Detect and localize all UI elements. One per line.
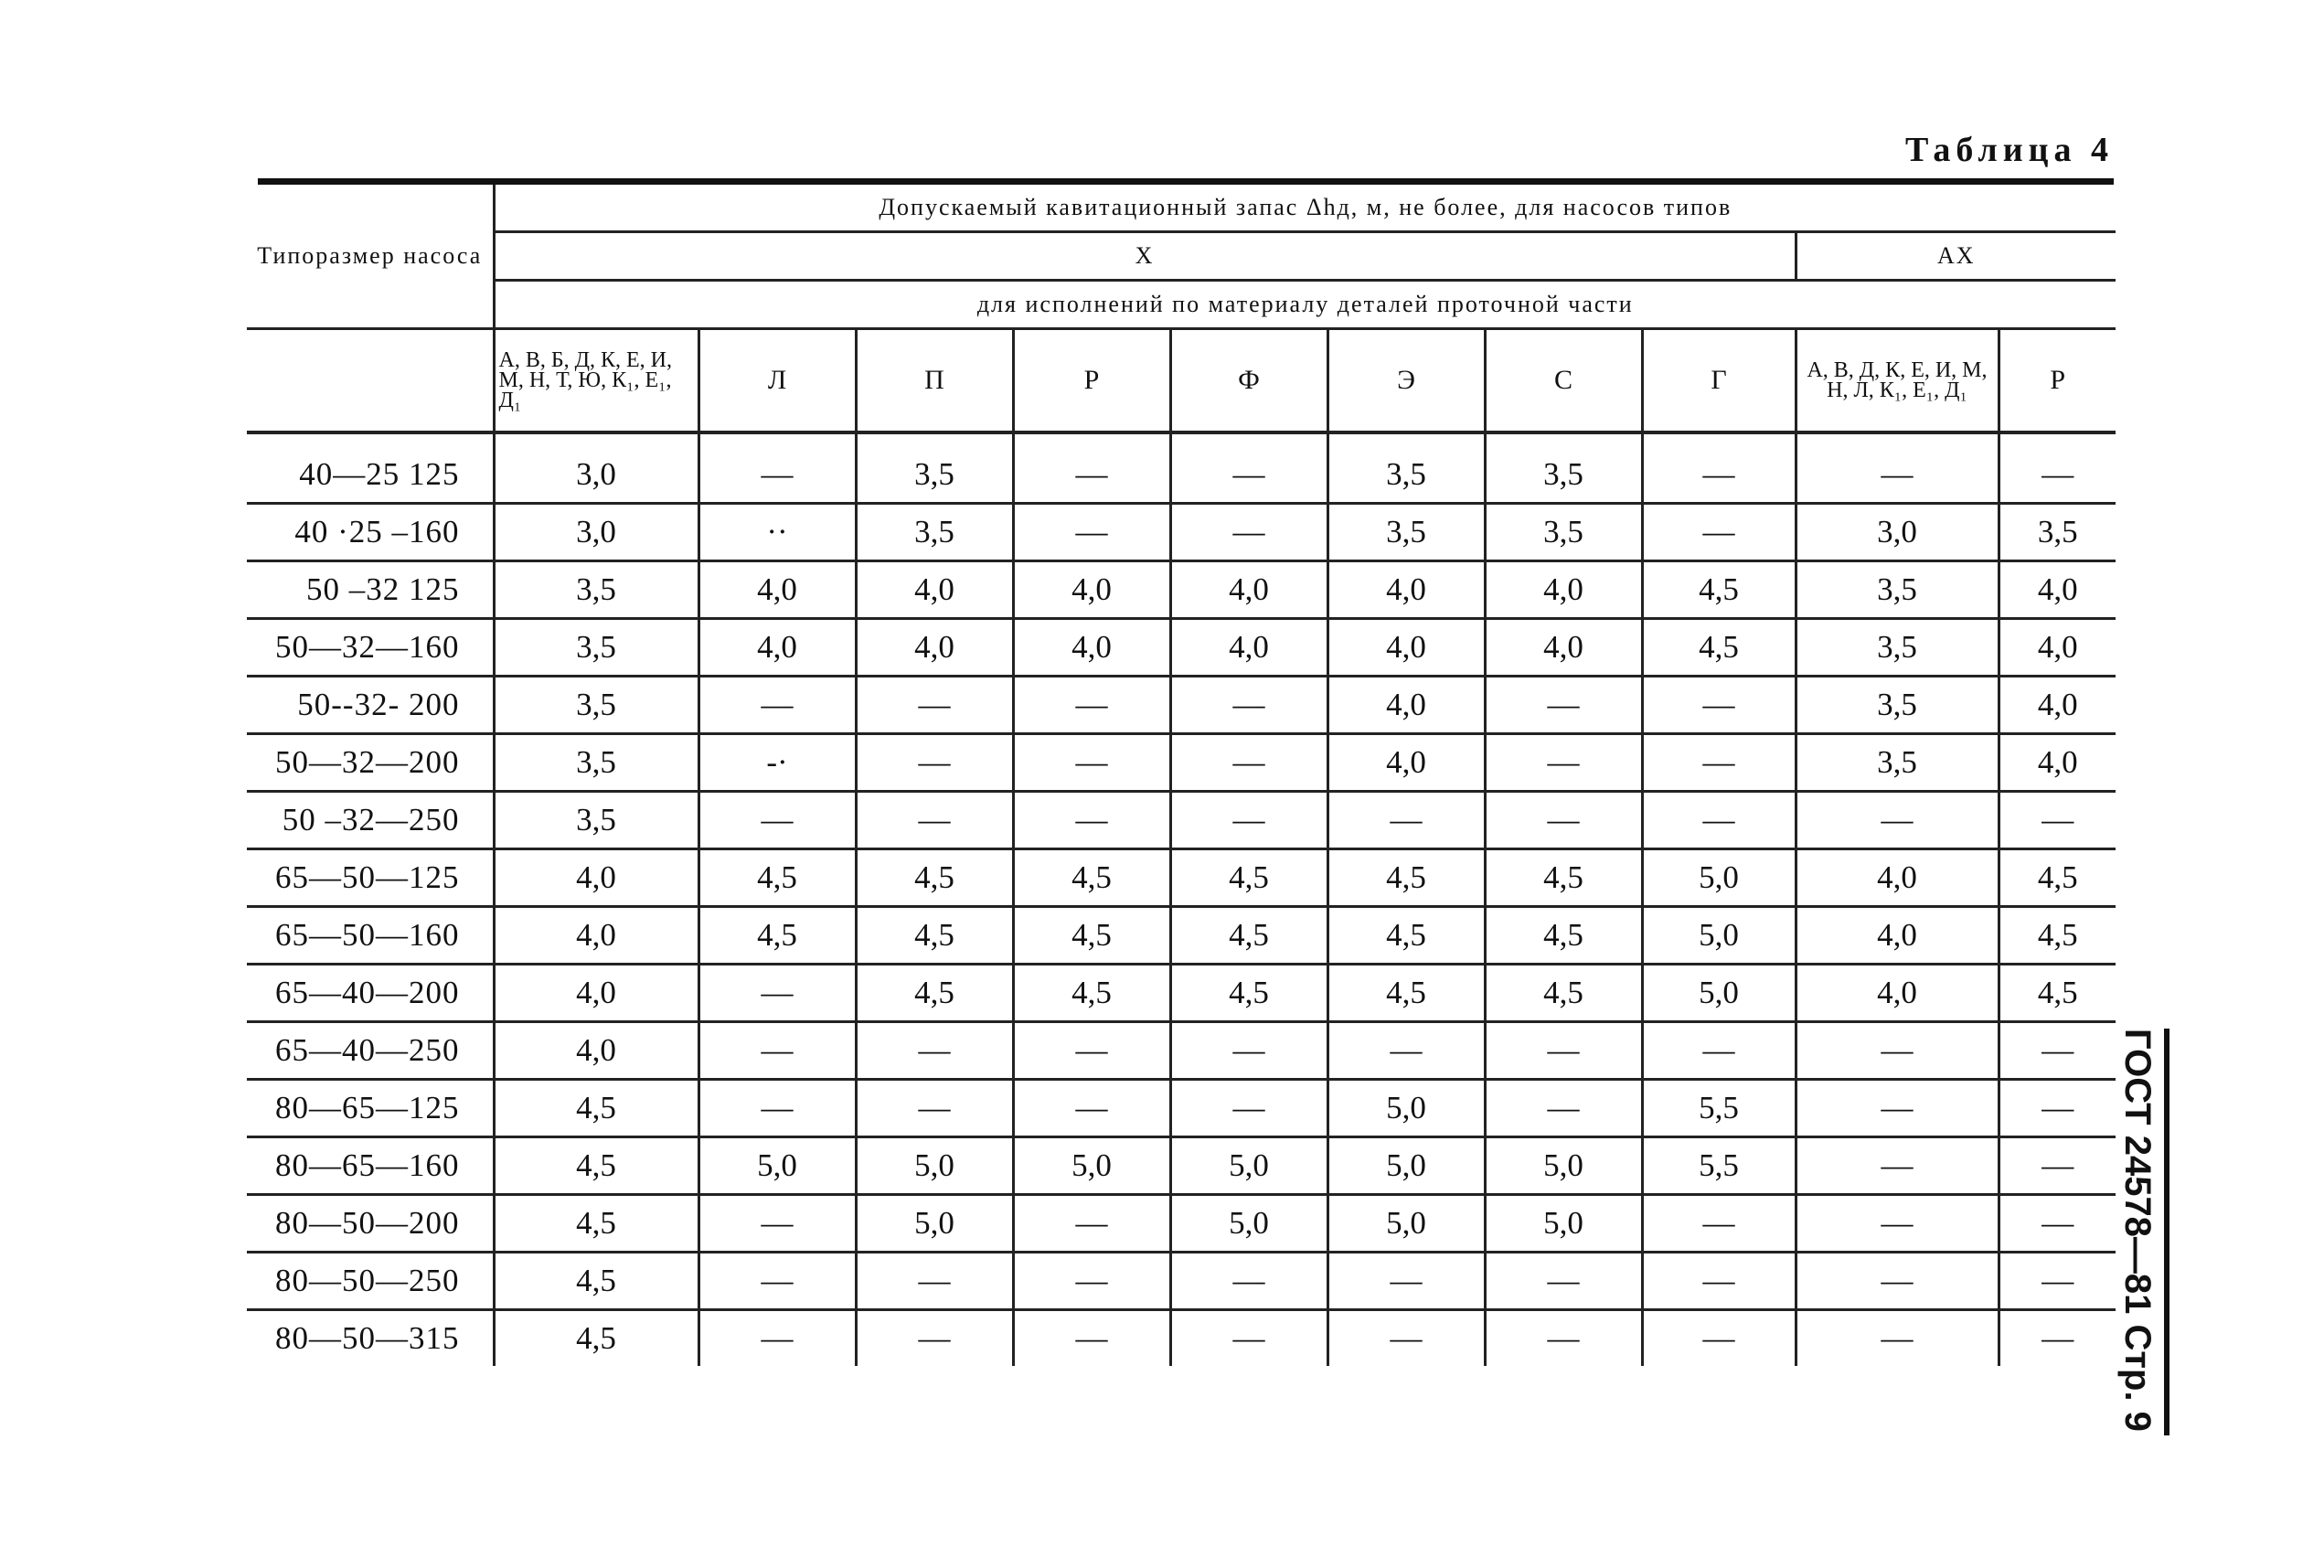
value-cell: — xyxy=(1485,734,1642,792)
value-cell: — xyxy=(1642,1195,1796,1253)
value-cell: 3,5 xyxy=(1485,504,1642,561)
pump-size-cell: 80—65—160 xyxy=(247,1137,494,1195)
value-cell: 3,5 xyxy=(494,792,698,849)
value-cell: 3,0 xyxy=(1796,504,1999,561)
value-cell: — xyxy=(1170,504,1327,561)
column-header: Э xyxy=(1327,329,1485,433)
table-row xyxy=(247,619,2116,677)
value-cell: 4,5 xyxy=(494,1195,698,1253)
value-cell: 4,0 xyxy=(1013,619,1170,677)
value-cell: 4,0 xyxy=(494,1022,698,1080)
pump-size-cell: 80—50—250 xyxy=(247,1253,494,1310)
value-cell: — xyxy=(1013,504,1170,561)
value-cell: 3,5 xyxy=(494,734,698,792)
span-title: Допускаемый кавитационный запас Δhд, м, не более, для насосов типов xyxy=(879,194,1732,220)
value-cell: 4,0 xyxy=(494,907,698,965)
value-cell: 4,0 xyxy=(1170,619,1327,677)
value-cell: 3,5 xyxy=(1485,447,1642,504)
value-cell: — xyxy=(1170,734,1327,792)
value-cell: — xyxy=(856,1310,1013,1367)
value-cell: — xyxy=(1642,677,1796,734)
value-cell: — xyxy=(1796,1080,1999,1137)
value-cell: 3,5 xyxy=(856,504,1013,561)
value-cell: — xyxy=(856,1080,1013,1137)
value-cell: — xyxy=(1642,1022,1796,1080)
value-cell: 3,5 xyxy=(1796,619,1999,677)
value-cell: — xyxy=(1013,1080,1170,1137)
value-cell: — xyxy=(698,677,856,734)
value-cell: 4,0 xyxy=(1999,677,2116,734)
value-cell: — xyxy=(1327,1310,1485,1367)
value-cell: — xyxy=(1013,1022,1170,1080)
value-cell: 4,0 xyxy=(1327,734,1485,792)
value-cell: 5,0 xyxy=(856,1137,1013,1195)
value-cell: 4,5 xyxy=(1999,907,2116,965)
value-cell: 5,0 xyxy=(1642,907,1796,965)
column-header: Ф xyxy=(1170,329,1327,433)
value-cell: 3,5 xyxy=(1796,734,1999,792)
table-row xyxy=(247,792,2116,849)
value-cell: 4,0 xyxy=(1485,619,1642,677)
value-cell: — xyxy=(1642,1310,1796,1367)
value-cell: 4,0 xyxy=(698,561,856,619)
value-cell: — xyxy=(1999,447,2116,504)
value-cell: 4,5 xyxy=(698,849,856,907)
value-cell: 4,0 xyxy=(1999,619,2116,677)
value-cell: 5,0 xyxy=(856,1195,1013,1253)
value-cell: 3,5 xyxy=(1796,677,1999,734)
value-cell: 4,0 xyxy=(494,849,698,907)
value-cell: — xyxy=(1796,1253,1999,1310)
value-cell: 3,5 xyxy=(494,561,698,619)
pump-size-cell: 40—25 125 xyxy=(247,447,494,504)
value-cell: 4,5 xyxy=(1485,907,1642,965)
value-cell: 4,5 xyxy=(494,1253,698,1310)
pump-size-cell: 80—65—125 xyxy=(247,1080,494,1137)
value-cell: 4,5 xyxy=(856,907,1013,965)
value-cell: — xyxy=(856,734,1013,792)
value-cell: — xyxy=(698,1195,856,1253)
value-cell: — xyxy=(1642,792,1796,849)
value-cell: — xyxy=(1999,792,2116,849)
value-cell: — xyxy=(1485,677,1642,734)
value-cell: — xyxy=(1796,1195,1999,1253)
value-cell: — xyxy=(1642,504,1796,561)
value-cell: 4,0 xyxy=(1485,561,1642,619)
value-cell: — xyxy=(1170,1022,1327,1080)
value-cell: 5,0 xyxy=(1170,1195,1327,1253)
value-cell: 5,0 xyxy=(1170,1137,1327,1195)
value-cell: — xyxy=(698,1022,856,1080)
value-cell: — xyxy=(1642,1253,1796,1310)
value-cell: — xyxy=(1796,447,1999,504)
stub-header-blank xyxy=(247,329,494,433)
value-cell: — xyxy=(1170,1080,1327,1137)
value-cell: — xyxy=(1796,1022,1999,1080)
column-header: Л xyxy=(698,329,856,433)
value-cell: 4,0 xyxy=(1796,965,1999,1022)
side-rule xyxy=(2164,1029,2169,1435)
value-cell: 4,0 xyxy=(494,965,698,1022)
value-cell: 4,5 xyxy=(1999,849,2116,907)
value-cell: — xyxy=(698,1310,856,1367)
pump-size-cell: 50 –32 125 xyxy=(247,561,494,619)
value-cell: — xyxy=(1485,1022,1642,1080)
value-cell: — xyxy=(698,965,856,1022)
value-cell: — xyxy=(1485,792,1642,849)
pump-size-cell: 65—40—200 xyxy=(247,965,494,1022)
value-cell: — xyxy=(1796,792,1999,849)
value-cell: — xyxy=(1642,734,1796,792)
pump-size-cell: 50—32—160 xyxy=(247,619,494,677)
value-cell: 4,0 xyxy=(1327,619,1485,677)
pump-size-cell: 50—32—200 xyxy=(247,734,494,792)
value-cell: 3,5 xyxy=(1327,504,1485,561)
value-cell: 3,0 xyxy=(494,504,698,561)
value-cell: — xyxy=(698,447,856,504)
pump-size-cell: 40 ·25 –160 xyxy=(247,504,494,561)
value-cell: 3,5 xyxy=(856,447,1013,504)
value-cell: 5,0 xyxy=(1485,1137,1642,1195)
value-cell: 5,0 xyxy=(1327,1195,1485,1253)
value-cell: 4,5 xyxy=(856,965,1013,1022)
value-cell: — xyxy=(856,792,1013,849)
value-cell: 4,5 xyxy=(1013,849,1170,907)
table-row xyxy=(247,1195,2116,1253)
value-cell: 4,5 xyxy=(698,907,856,965)
column-header: Р xyxy=(1999,329,2116,433)
value-cell: 3,5 xyxy=(494,619,698,677)
value-cell: — xyxy=(1485,1080,1642,1137)
table-caption: Таблица 4 xyxy=(1904,131,2114,169)
value-cell: — xyxy=(856,677,1013,734)
value-cell: 4,0 xyxy=(856,619,1013,677)
cavitation-table xyxy=(247,185,2116,1366)
stub-header: Типоразмер насоса xyxy=(247,185,494,329)
table-top-rule xyxy=(258,178,2114,185)
value-cell: 4,0 xyxy=(1327,677,1485,734)
value-cell: — xyxy=(1485,1253,1642,1310)
value-cell: — xyxy=(1013,734,1170,792)
value-cell: 4,0 xyxy=(1327,561,1485,619)
page-side-label: ГОСТ 24578—81 Стр. 9 xyxy=(2117,1029,2158,1432)
pump-size-cell: 65—50—160 xyxy=(247,907,494,965)
value-cell: 4,5 xyxy=(1013,907,1170,965)
pump-size-cell: 50--32- 200 xyxy=(247,677,494,734)
value-cell: — xyxy=(1013,677,1170,734)
value-cell: 5,5 xyxy=(1642,1080,1796,1137)
value-cell: 5,5 xyxy=(1642,1137,1796,1195)
value-cell: — xyxy=(1170,792,1327,849)
table-row xyxy=(247,1022,2116,1080)
value-cell: 4,0 xyxy=(1170,561,1327,619)
table-row xyxy=(247,677,2116,734)
table-body xyxy=(247,432,2116,1366)
pump-size-cell: 65—50—125 xyxy=(247,849,494,907)
value-cell: -· xyxy=(698,734,856,792)
value-cell: 4,5 xyxy=(856,849,1013,907)
table-row xyxy=(247,907,2116,965)
value-cell: 4,0 xyxy=(1796,849,1999,907)
pump-size-cell: 80—50—315 xyxy=(247,1310,494,1367)
table-row xyxy=(247,1253,2116,1310)
pump-size-cell: 50 –32—250 xyxy=(247,792,494,849)
value-cell: — xyxy=(1013,1253,1170,1310)
value-cell: 4,5 xyxy=(1170,849,1327,907)
value-cell: 4,5 xyxy=(576,1320,616,1356)
value-cell: ·· xyxy=(698,504,856,561)
materials-title: для исполнений по материалу деталей проточной части xyxy=(494,281,2116,329)
value-cell: 4,0 xyxy=(1999,734,2116,792)
value-cell: — xyxy=(1642,447,1796,504)
value-cell: 4,5 xyxy=(1999,965,2116,1022)
value-cell: 4,5 xyxy=(1642,561,1796,619)
value-cell: — xyxy=(1999,1195,2116,1253)
value-cell: — xyxy=(1170,677,1327,734)
value-cell: 4,5 xyxy=(1327,849,1485,907)
value-cell: — xyxy=(1999,1080,2116,1137)
pump-size-cell: 80—50—200 xyxy=(247,1195,494,1253)
table-row xyxy=(247,447,2116,504)
value-cell: 3,5 xyxy=(1796,561,1999,619)
column-header: А, В, Д, К, Е, И, М, Н, Л, К₁, Е₁, Д₁ xyxy=(1796,329,1999,433)
pump-size-cell: 65—40—250 xyxy=(247,1022,494,1080)
value-cell: 3,5 xyxy=(1999,504,2116,561)
value-cell: 4,0 xyxy=(698,619,856,677)
column-header: П xyxy=(856,329,1013,433)
value-cell: — xyxy=(698,1253,856,1310)
column-header: Г xyxy=(1642,329,1796,433)
value-cell: 5,0 xyxy=(1013,1137,1170,1195)
value-cell: 4,5 xyxy=(1327,965,1485,1022)
value-cell: — xyxy=(1170,447,1327,504)
table-row xyxy=(247,1080,2116,1137)
value-cell: 5,0 xyxy=(1327,1080,1485,1137)
value-cell: — xyxy=(1999,1022,2116,1080)
value-cell: — xyxy=(1013,1195,1170,1253)
value-cell: 4,0 xyxy=(1013,561,1170,619)
value-cell: — xyxy=(1999,1137,2116,1195)
value-cell: 4,5 xyxy=(1170,965,1327,1022)
value-cell: — xyxy=(1013,1310,1170,1367)
value-cell: 4,5 xyxy=(1485,965,1642,1022)
value-cell: 3,5 xyxy=(1327,447,1485,504)
value-cell: — xyxy=(856,1022,1013,1080)
column-header: А, В, Б, Д, К, Е, И, М, Н, Т, Ю, К₁, Е₁, Д₁ xyxy=(494,329,698,433)
value-cell: 4,5 xyxy=(1170,907,1327,965)
table-row xyxy=(247,504,2116,561)
value-cell: — xyxy=(856,1253,1013,1310)
value-cell: 4,0 xyxy=(856,561,1013,619)
value-cell: — xyxy=(1999,1253,2116,1310)
value-cell: — xyxy=(1485,1310,1642,1367)
value-cell: 5,0 xyxy=(1642,965,1796,1022)
table-row xyxy=(247,734,2116,792)
value-cell: 3,0 xyxy=(494,447,698,504)
value-cell: 4,5 xyxy=(494,1080,698,1137)
value-cell: — xyxy=(1327,1022,1485,1080)
value-cell: 5,0 xyxy=(1327,1137,1485,1195)
value-cell: — xyxy=(1170,1253,1327,1310)
value-cell: 4,5 xyxy=(1013,965,1170,1022)
value-cell: 4,0 xyxy=(1999,561,2116,619)
value-cell: — xyxy=(1796,1137,1999,1195)
value-cell: 4,5 xyxy=(494,1137,698,1195)
column-header: Р xyxy=(1013,329,1170,433)
value-cell: — xyxy=(1796,1310,1999,1367)
value-cell: 4,5 xyxy=(1642,619,1796,677)
table-row xyxy=(247,1137,2116,1195)
value-cell: — xyxy=(1327,792,1485,849)
column-header: С xyxy=(1485,329,1642,433)
type-ax-header: АХ xyxy=(1796,232,2116,281)
value-cell: — xyxy=(1013,447,1170,504)
value-cell: — xyxy=(698,1080,856,1137)
value-cell: 5,0 xyxy=(1485,1195,1642,1253)
value-cell: 4,0 xyxy=(1796,907,1999,965)
value-cell: — xyxy=(1999,1310,2116,1367)
value-cell: — xyxy=(698,792,856,849)
type-x-header: Х xyxy=(494,232,1796,281)
value-cell: — xyxy=(1327,1253,1485,1310)
table-row xyxy=(247,561,2116,619)
value-cell: 4,5 xyxy=(1485,849,1642,907)
value-cell: — xyxy=(1013,792,1170,849)
table-row xyxy=(247,849,2116,907)
value-cell: 5,0 xyxy=(1642,849,1796,907)
value-cell: — xyxy=(1170,1310,1327,1367)
value-cell: 4,5 xyxy=(1327,907,1485,965)
value-cell: 3,5 xyxy=(494,677,698,734)
value-cell: 5,0 xyxy=(698,1137,856,1195)
table-row xyxy=(247,965,2116,1022)
table-row xyxy=(247,1310,2116,1367)
